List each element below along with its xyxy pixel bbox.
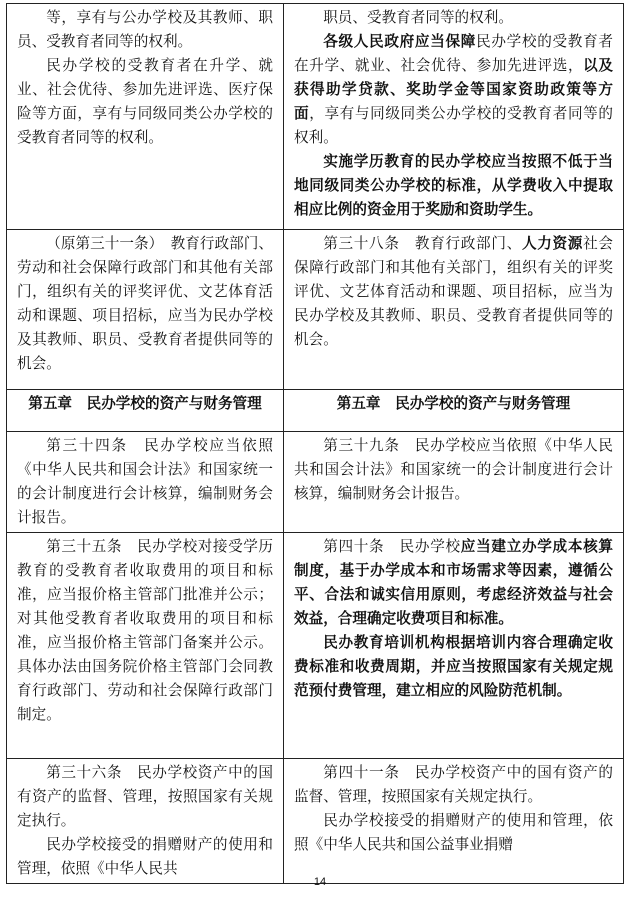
paragraph (294, 232, 613, 352)
original-text-cell (7, 533, 284, 759)
paragraph (17, 54, 273, 150)
text-segment: 第四十一条 民办学校资产中的国有资产的监督、管理，按照国家有关规定执行。 (294, 764, 613, 805)
paragraph (17, 761, 273, 833)
bold-text-segment: 第五章 民办学校的资产与财务管理 (336, 395, 571, 412)
bold-text-segment: 应当建立办学成本核算制度，基于办学成本和市场需求等因素，遵循公平、合法和诚实信用原则，考虑经济效益与社会效益，合理确定收费项目和标准。 (294, 538, 613, 627)
revised-text-cell (284, 759, 624, 884)
revised-text-cell (284, 390, 624, 432)
text-segment: 第三十五条 民办学校对接受学历教育的受教育者收取费用的项目和标准，应当报价格主管部门批准并公示；对其他受教育者收取费用的项目和标准，应当报价格主管部门备案并公示。具体办法由国务院价格主管部门会同教育行政部门、劳动和社会保障行政部门制定。 (17, 538, 273, 723)
text-segment: 等，享有与公办学校及其教师、职员、受教育者同等的权利。 (17, 9, 273, 50)
table-row (7, 533, 624, 759)
paragraph (294, 30, 613, 150)
paragraph (294, 392, 613, 416)
paragraph (17, 434, 273, 530)
paragraph (17, 392, 273, 416)
text-segment: （原第三十一条） 教育行政部门、劳动和社会保障行政部门和其他有关部门，组织有关的评奖评优、文艺体育活动和课题、项目招标，应当为民办学校及其教师、职员、受教育者提供同等的机会。 (17, 235, 273, 372)
text-segment: 第三十八条 教育行政部门、 (323, 235, 522, 252)
bold-text-segment: 实施学历教育的民办学校应当按照不低于当地同级同类公办学校的标准，从学费收入中提取相应比例的资金用于奖励和资助学生。 (294, 153, 613, 218)
original-text-cell (7, 390, 284, 432)
text-segment: 民办学校接受的捐赠财产的使用和管理，依照《中华人民共 (17, 836, 273, 877)
text-segment: 第四十条 民办学校 (323, 538, 461, 555)
bold-text-segment: 各级人民政府应当保障 (323, 33, 477, 50)
table-row (7, 230, 624, 390)
paragraph (294, 434, 613, 506)
paragraph (294, 535, 613, 631)
comparison-table (6, 3, 624, 884)
bold-text-segment: 第五章 民办学校的资产与财务管理 (28, 395, 262, 412)
revised-text-cell (284, 4, 624, 230)
table-row (7, 432, 624, 533)
paragraph (294, 809, 613, 857)
page-number: 14 (313, 876, 327, 888)
text-segment: 民办学校的受教育者在升学、就业、社会优待、参加先进评选， (294, 33, 613, 74)
text-segment: 职员、受教育者同等的权利。 (323, 9, 513, 26)
paragraph (294, 6, 613, 30)
text-segment: 第三十四条 民办学校应当依照《中华人民共和国会计法》和国家统一的会计制度进行会计核算，编制财务会计报告。 (17, 437, 273, 526)
original-text-cell (7, 230, 284, 390)
revised-text-cell (284, 230, 624, 390)
table-row (7, 759, 624, 884)
bold-text-segment: 人力资源 (521, 235, 584, 252)
original-text-cell (7, 432, 284, 533)
paragraph (294, 761, 613, 809)
revised-text-cell (284, 432, 624, 533)
comparison-table-body (7, 4, 624, 884)
paragraph (17, 6, 273, 54)
paragraph (17, 232, 273, 376)
text-segment: 第三十九条 民办学校应当依照《中华人民共和国会计法》和国家统一的会计制度进行会计核算，编制财务会计报告。 (294, 437, 613, 502)
text-segment: 社会保障行政部门和其他有关部门，组织有关的评奖评优、文艺体育活动和课题、项目招标，应当为民办学校及其教师、职员、受教育者提供同等的机会。 (294, 235, 613, 348)
text-segment: 第三十六条 民办学校资产中的国有资产的监督、管理，按照国家有关规定执行。 (17, 764, 273, 829)
paragraph (17, 833, 273, 881)
table-row (7, 4, 624, 230)
paragraph (294, 631, 613, 703)
original-text-cell (7, 759, 284, 884)
text-segment: ，享有与同级同类公办学校的受教育者同等的权利。 (294, 105, 613, 146)
bold-text-segment: 民办教育培训机构根据培训内容合理确定收费标准和收费周期，并应当按照国家有关规定规范预付费管理，建立相应的风险防范机制。 (294, 634, 613, 699)
chapter-heading-row (7, 390, 624, 432)
paragraph (294, 150, 613, 222)
bold-text-segment: 以及获得助学贷款、奖助学金等国家资助政策等方面 (294, 57, 613, 122)
original-text-cell (7, 4, 284, 230)
paragraph (17, 535, 273, 727)
text-segment: 民办学校的受教育者在升学、就业、社会优待、参加先进评选、医疗保险等方面，享有与同级同类公办学校的受教育者同等的权利。 (17, 57, 273, 146)
revised-text-cell (284, 533, 624, 759)
text-segment: 民办学校接受的捐赠财产的使用和管理，依照《中华人民共和国公益事业捐赠 (294, 812, 613, 853)
